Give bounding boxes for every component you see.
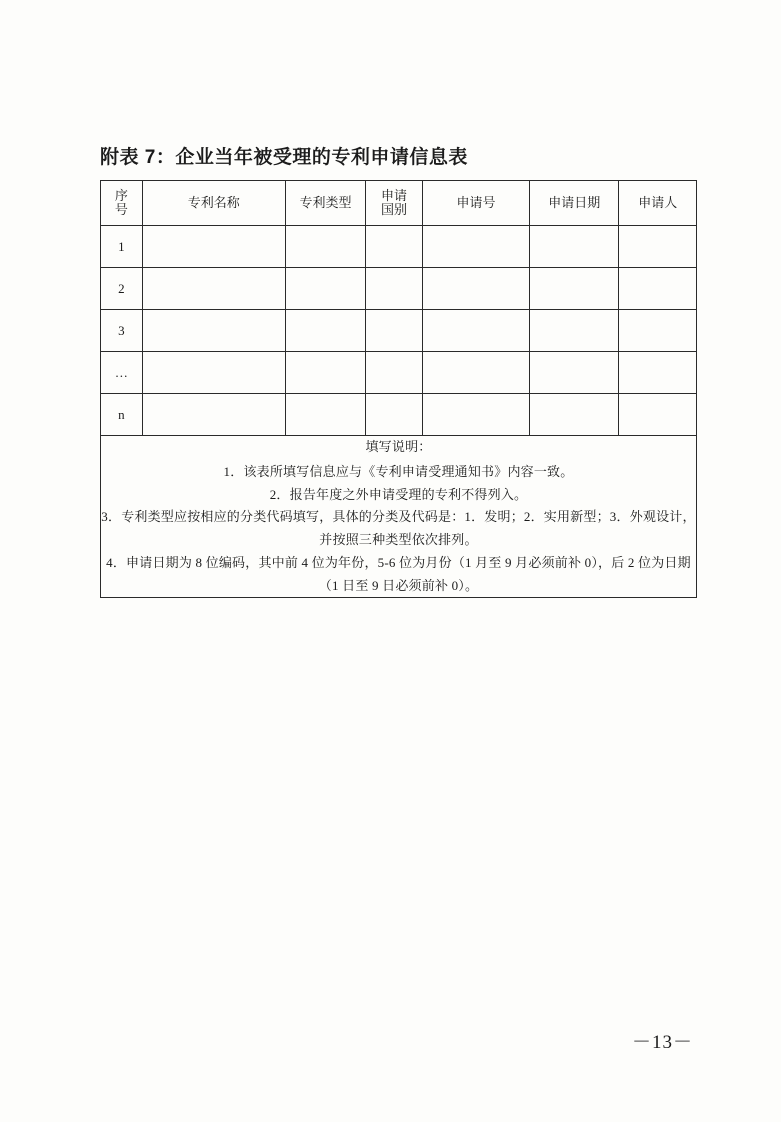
column-header-seq-line1: 序 [114, 187, 128, 203]
page-number: －13－ [631, 1032, 693, 1053]
cell-country[interactable] [366, 226, 423, 268]
patent-application-table [100, 180, 697, 598]
table-notes-row [101, 436, 697, 598]
cell-patent-type[interactable] [285, 310, 365, 352]
patent-application-table-wrapper [100, 180, 697, 598]
cell-seq: n [101, 394, 143, 436]
cell-patent-type[interactable] [285, 394, 365, 436]
table-header-row [101, 181, 697, 226]
column-header-country-line1: 申请 [381, 187, 408, 203]
cell-country[interactable] [366, 268, 423, 310]
notes-item-3: 3．专利类型应按相应的分类代码填写，具体的分类及代码是：1．发明；2．实用新型；3．外观设计，并按照三种类型依次排列。 [101, 509, 696, 547]
table-body [101, 226, 697, 598]
column-header-patent-type: 专利类型 [285, 181, 365, 226]
cell-application-date[interactable] [530, 226, 619, 268]
page-title: 附表 7：企业当年被受理的专利申请信息表 [100, 147, 468, 168]
table-row [101, 226, 697, 268]
cell-seq: … [101, 352, 143, 394]
cell-applicant[interactable] [619, 268, 697, 310]
table-row [101, 394, 697, 436]
cell-patent-type[interactable] [285, 352, 365, 394]
notes-item-1: 1．该表所填写信息应与《专利申请受理通知书》内容一致。 [223, 463, 574, 479]
cell-patent-name[interactable] [142, 268, 285, 310]
column-header-application-number: 申请号 [422, 181, 529, 226]
cell-application-date[interactable] [530, 394, 619, 436]
table-row [101, 268, 697, 310]
cell-applicant[interactable] [619, 226, 697, 268]
cell-application-date[interactable] [530, 310, 619, 352]
table-header [101, 181, 697, 226]
table-row [101, 352, 697, 394]
cell-seq: 2 [101, 268, 143, 310]
column-header-application-date: 申请日期 [530, 181, 619, 226]
column-header-seq-line2: 号 [114, 202, 128, 217]
column-header-country-line2: 国别 [381, 202, 408, 217]
column-header-seq [101, 181, 143, 226]
cell-country[interactable] [366, 352, 423, 394]
cell-application-number[interactable] [422, 226, 529, 268]
notes-item-2: 2．报告年度之外申请受理的专利不得列入。 [269, 486, 528, 502]
table-notes [101, 436, 697, 598]
notes-title: 填写说明： [365, 439, 432, 454]
cell-application-date[interactable] [530, 268, 619, 310]
cell-patent-name[interactable] [142, 394, 285, 436]
cell-application-number[interactable] [422, 352, 529, 394]
notes-item-4: 4．申请日期为 8 位编码，其中前 4 位为年份，5-6 位为月份（1 月至 9 月必须前补 0），后 2 位为日期（1 日至 9 日必须前补 0）。 [106, 554, 691, 593]
cell-seq: 3 [101, 310, 143, 352]
cell-patent-type[interactable] [285, 268, 365, 310]
cell-application-number[interactable] [422, 268, 529, 310]
cell-seq: 1 [101, 226, 143, 268]
cell-patent-type[interactable] [285, 226, 365, 268]
cell-patent-name[interactable] [142, 226, 285, 268]
cell-application-date[interactable] [530, 352, 619, 394]
cell-application-number[interactable] [422, 310, 529, 352]
cell-applicant[interactable] [619, 394, 697, 436]
cell-patent-name[interactable] [142, 352, 285, 394]
cell-country[interactable] [366, 394, 423, 436]
column-header-applicant: 申请人 [619, 181, 697, 226]
table-row [101, 310, 697, 352]
cell-applicant[interactable] [619, 310, 697, 352]
cell-applicant[interactable] [619, 352, 697, 394]
cell-country[interactable] [366, 310, 423, 352]
cell-patent-name[interactable] [142, 310, 285, 352]
cell-application-number[interactable] [422, 394, 529, 436]
column-header-patent-name: 专利名称 [142, 181, 285, 226]
column-header-country [366, 181, 423, 226]
